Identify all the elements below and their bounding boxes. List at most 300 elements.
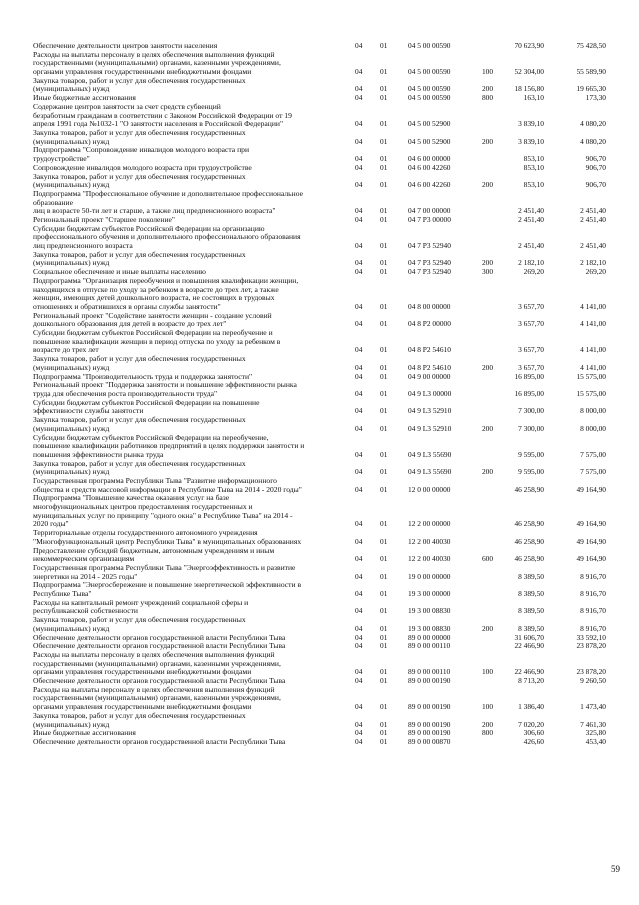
target-article-code: 19 0 00 00000 [408, 572, 451, 581]
target-article-code: 04 8 P2 54610 [408, 363, 451, 372]
description-line: Субсидии бюджетам субъектов Российской Федерации на повышение [33, 398, 260, 407]
subsection-code: 01 [380, 607, 388, 616]
amount-year-1: 3 657,70 [518, 346, 544, 355]
description-line: отношениях и обратившихся в органы службы занятости" [33, 302, 221, 311]
section-code: 04 [355, 468, 363, 477]
description-line: Закупка товаров, работ и услуг для обеспечения государственных [33, 711, 246, 720]
target-article-code: 89 0 00 00190 [408, 677, 451, 686]
target-article-code: 04 6 00 42260 [408, 163, 451, 172]
amount-year-1: 269,20 [523, 268, 544, 277]
table-row [0, 677, 639, 686]
row-description [33, 268, 348, 277]
amount-year-2: 49 164,90 [576, 485, 606, 494]
table-row [0, 634, 639, 643]
description-line: повышение квалификации женщин в период отпуска по уходу за ребенком в [33, 337, 281, 346]
expense-type-code: 100 [481, 668, 494, 677]
section-code: 04 [355, 216, 363, 224]
amount-year-1: 46 258,90 [514, 537, 544, 546]
subsection-code: 01 [380, 572, 388, 581]
table-row [0, 190, 639, 216]
amount-year-2: 906,70 [585, 163, 606, 172]
table-row [0, 460, 639, 477]
amount-year-1: 7 300,00 [518, 407, 544, 416]
table-row [0, 251, 639, 268]
amount-year-1: 31 606,70 [514, 633, 544, 642]
section-code: 04 [355, 677, 363, 686]
section-code: 04 [355, 137, 363, 146]
description-line: Расходы на выплаты персоналу в целях обеспечения выполнения функций [33, 651, 275, 659]
description-line: (муниципальных) нужд [33, 468, 110, 477]
description-line: Закупка товаров, работ и услуг для обеспечения государственных [33, 416, 246, 425]
description-line: Субсидии бюджетам субъектов Российской Федерации на переобучение и [33, 329, 273, 338]
description-line: энергетики на 2014 - 2025 годы" [33, 572, 138, 581]
target-article-code: 12 2 00 40030 [408, 537, 451, 546]
table-row [0, 599, 639, 616]
description-line: Подпрограмма "Организация переобучения и повышения квалификации женщин, [33, 276, 299, 285]
amount-year-2: 4 141,00 [580, 363, 606, 372]
description-line: Расходы на выплаты персоналу в целях обеспечения выполнения функций [33, 50, 275, 59]
subsection-code: 01 [380, 68, 388, 77]
row-description [33, 712, 348, 729]
description-line: Закупка товаров, работ и услуг для обеспечения государственных [33, 355, 246, 364]
section-code: 04 [355, 372, 363, 381]
amount-year-2: 4 141,00 [580, 346, 606, 355]
amount-year-2: 4 080,20 [580, 137, 606, 146]
subsection-code: 01 [380, 163, 388, 172]
description-line: труда для обеспечения роста производительности труда" [33, 389, 218, 398]
amount-year-2: 1 473,40 [580, 703, 606, 712]
description-line: органами управления государственными внебюджетными фондами [33, 703, 252, 712]
amount-year-1: 306,60 [523, 729, 544, 738]
expense-type-code: 200 [481, 624, 494, 633]
subsection-code: 01 [380, 42, 388, 50]
expense-type-code: 800 [481, 94, 494, 103]
section-code: 04 [355, 729, 363, 738]
amount-year-2: 8 916,70 [580, 572, 606, 581]
subsection-code: 01 [380, 94, 388, 103]
description-line: Закупка товаров, работ и услуг для обеспечения государственных [33, 250, 246, 259]
description-line: Региональный проект "Старшее поколение" [33, 216, 176, 224]
description-line: (муниципальных) нужд [33, 137, 110, 146]
section-code: 04 [355, 85, 363, 94]
subsection-code: 01 [380, 642, 388, 651]
description-line: женщин, имеющих детей дошкольного возраста, не состоящих в трудовых [33, 294, 275, 303]
target-article-code: 04 5 00 52900 [408, 120, 451, 129]
row-description [33, 581, 348, 598]
amount-year-2: 4 141,00 [580, 302, 606, 311]
amount-year-1: 3 839,10 [518, 120, 544, 129]
subsection-code: 01 [380, 668, 388, 677]
description-line: Обеспечение деятельности органов государственной власти Республики Тыва [33, 738, 286, 746]
table-row [0, 216, 639, 225]
amount-year-1: 9 595,00 [518, 450, 544, 459]
row-description [33, 51, 348, 77]
description-line: Региональный проект "Поддержка занятости и повышение эффективности рынка [33, 381, 297, 390]
subsection-code: 01 [380, 85, 388, 94]
row-description [33, 94, 348, 103]
subsection-code: 01 [380, 207, 388, 216]
description-line: Обеспечение деятельности органов государственной власти Республики Тыва [33, 642, 286, 651]
description-line: (муниципальных) нужд [33, 363, 110, 372]
description-line: безработным гражданам в соответствии с Законом Российской Федерации от 19 [33, 111, 292, 120]
target-article-code: 04 7 P3 52940 [408, 259, 451, 268]
description-line: (муниципальных) нужд [33, 424, 110, 433]
amount-year-2: 8 916,70 [580, 607, 606, 616]
amount-year-2: 8 000,00 [580, 424, 606, 433]
subsection-code: 01 [380, 155, 388, 164]
amount-year-1: 2 451,40 [518, 242, 544, 251]
amount-year-1: 3 657,70 [518, 363, 544, 372]
amount-year-2: 33 592,10 [576, 633, 606, 642]
subsection-code: 01 [380, 389, 388, 398]
section-code: 04 [355, 633, 363, 642]
amount-year-1: 18 156,80 [514, 85, 544, 94]
section-code: 04 [355, 668, 363, 677]
section-code: 04 [355, 259, 363, 268]
amount-year-1: 52 304,00 [514, 68, 544, 77]
row-description [33, 494, 348, 529]
row-description [33, 642, 348, 651]
target-article-code: 04 5 00 00590 [408, 42, 451, 50]
target-article-code: 04 9 L3 00000 [408, 389, 452, 398]
amount-year-2: 906,70 [585, 181, 606, 190]
row-description [33, 686, 348, 712]
section-code: 04 [355, 520, 363, 529]
description-line: Обеспечение деятельности органов государственной власти Республики Тыва [33, 633, 286, 642]
amount-year-1: 8 389,50 [518, 590, 544, 599]
amount-year-1: 163,10 [523, 94, 544, 103]
amount-year-1: 7 300,00 [518, 424, 544, 433]
section-code: 04 [355, 624, 363, 633]
subsection-code: 01 [380, 363, 388, 372]
description-line: муниципальных услуг по принципу "одного окна" в Республике Тыва" на 2014 - [33, 511, 293, 520]
table-row [0, 616, 639, 633]
description-line: Закупка товаров, работ и услуг для обеспечения государственных [33, 129, 246, 137]
section-code: 04 [355, 485, 363, 494]
section-code: 04 [355, 320, 363, 329]
expense-type-code: 200 [481, 85, 494, 94]
description-line: 2020 годы" [33, 520, 69, 529]
target-article-code: 89 0 00 00110 [408, 668, 451, 677]
target-article-code: 89 0 00 00190 [408, 720, 451, 729]
amount-year-2: 49 164,90 [576, 555, 606, 564]
amount-year-2: 8 916,70 [580, 624, 606, 633]
description-line: Государственная программа Республики Тыва "Энергоэффективность и развитие [33, 564, 296, 572]
table-row [0, 225, 639, 251]
row-description [33, 129, 348, 146]
description-line: общества и средств массовой информации в Республике Тыва на 2014 - 2020 годы" [33, 485, 302, 494]
target-article-code: 19 3 00 08830 [408, 624, 451, 633]
row-description [33, 729, 348, 738]
target-article-code: 04 7 P3 52940 [408, 242, 451, 251]
subsection-code: 01 [380, 537, 388, 546]
description-line: (муниципальных) нужд [33, 181, 110, 190]
target-article-code: 12 2 00 40030 [408, 555, 451, 564]
table-row [0, 381, 639, 398]
description-line: Расходы на выплаты персоналу в целях обеспечения выполнения функций [33, 685, 275, 694]
amount-year-2: 19 665,30 [576, 85, 606, 94]
section-code: 04 [355, 155, 363, 164]
section-code: 04 [355, 389, 363, 398]
subsection-code: 01 [380, 590, 388, 599]
description-line: лиц предпенсионного возраста [33, 242, 133, 251]
section-code: 04 [355, 120, 363, 129]
subsection-code: 01 [380, 407, 388, 416]
amount-year-2: 9 260,50 [580, 677, 606, 686]
amount-year-2: 75 428,50 [576, 42, 606, 50]
row-description [33, 416, 348, 433]
expense-type-code: 600 [481, 555, 494, 564]
amount-year-2: 49 164,90 [576, 520, 606, 529]
table-row [0, 712, 639, 729]
description-line: Обеспечение деятельности органов государственной власти Республики Тыва [33, 677, 286, 686]
expense-type-code: 200 [481, 259, 494, 268]
row-description [33, 460, 348, 477]
amount-year-1: 22 466,90 [514, 642, 544, 651]
description-line: многофункциональных центров предоставления государственных и [33, 503, 253, 512]
description-line: органами управления государственными внебюджетными фондами [33, 668, 252, 677]
table-row [0, 103, 639, 129]
table-row [0, 434, 639, 460]
amount-year-2: 7 575,00 [580, 468, 606, 477]
row-description [33, 190, 348, 216]
amount-year-1: 22 466,90 [514, 668, 544, 677]
target-article-code: 04 5 00 00590 [408, 85, 451, 94]
amount-year-1: 9 595,00 [518, 468, 544, 477]
table-row [0, 164, 639, 173]
section-code: 04 [355, 642, 363, 651]
target-article-code: 04 8 00 00000 [408, 302, 451, 311]
expense-type-code: 300 [481, 268, 494, 277]
description-line: органами управления государственными внебюджетными фондами [33, 68, 252, 77]
amount-year-1: 3 657,70 [518, 320, 544, 329]
amount-year-2: 906,70 [585, 155, 606, 164]
description-line: Расходы на капитальный ремонт учреждений социальной сферы и [33, 598, 249, 607]
description-line: Закупка товаров, работ и услуг для обеспечения государственных [33, 172, 246, 181]
row-description [33, 42, 348, 51]
target-article-code: 04 5 00 52900 [408, 137, 451, 146]
description-line: эффективности службы занятости [33, 407, 144, 416]
subsection-code: 01 [380, 720, 388, 729]
row-description [33, 738, 348, 747]
description-line: повышения эффективности рынка труда [33, 450, 164, 459]
amount-year-1: 3 657,70 [518, 302, 544, 311]
subsection-code: 01 [380, 137, 388, 146]
amount-year-1: 3 839,10 [518, 137, 544, 146]
section-code: 04 [355, 555, 363, 564]
description-line: профессионального обучения и дополнительного профессионального образования [33, 233, 301, 242]
target-article-code: 89 0 00 00000 [408, 633, 451, 642]
subsection-code: 01 [380, 181, 388, 190]
description-line: Обеспечение деятельности центров занятости населения [33, 42, 218, 50]
expense-type-code: 200 [481, 137, 494, 146]
description-line: Сопровождение инвалидов молодого возраста при трудоустройстве [33, 163, 252, 172]
amount-year-2: 15 575,00 [576, 389, 606, 398]
amount-year-1: 2 451,40 [518, 207, 544, 216]
description-line: образование [33, 198, 73, 207]
table-row [0, 51, 639, 77]
section-code: 04 [355, 738, 363, 746]
table-row [0, 564, 639, 581]
row-description [33, 173, 348, 190]
amount-year-1: 46 258,90 [514, 485, 544, 494]
amount-year-1: 46 258,90 [514, 520, 544, 529]
table-row [0, 547, 639, 564]
subsection-code: 01 [380, 624, 388, 633]
amount-year-2: 49 164,90 [576, 537, 606, 546]
amount-year-1: 2 182,10 [518, 259, 544, 268]
section-code: 04 [355, 163, 363, 172]
subsection-code: 01 [380, 302, 388, 311]
description-line: Подпрограмма "Энергосбережение и повышение энергетической эффективности в [33, 581, 302, 590]
description-line: государственными (муниципальными) органами, казенными учреждениями, [33, 694, 281, 703]
target-article-code: 04 5 00 00590 [408, 68, 451, 77]
row-description [33, 355, 348, 372]
subsection-code: 01 [380, 346, 388, 355]
row-description [33, 312, 348, 329]
description-line: трудоустройстве" [33, 155, 90, 164]
amount-year-2: 325,80 [585, 729, 606, 738]
table-row [0, 355, 639, 372]
section-code: 04 [355, 703, 363, 712]
amount-year-1: 853,10 [523, 155, 544, 164]
amount-year-2: 2 182,10 [580, 259, 606, 268]
table-row [0, 94, 639, 103]
description-line: Региональный проект "Содействие занятости женщин - создание условий [33, 311, 272, 320]
table-row [0, 129, 639, 146]
table-row [0, 277, 639, 312]
row-description [33, 216, 348, 225]
description-line: повышение квалификации работников предприятий в целях поддержки занятости и [33, 442, 305, 451]
amount-year-2: 4 080,20 [580, 120, 606, 129]
section-code: 04 [355, 242, 363, 251]
target-article-code: 19 3 00 08830 [408, 607, 451, 616]
target-article-code: 04 5 00 00590 [408, 94, 451, 103]
target-article-code: 04 6 00 00000 [408, 155, 451, 164]
table-row [0, 651, 639, 677]
row-description [33, 634, 348, 643]
amount-year-2: 23 878,20 [576, 642, 606, 651]
description-line: Государственная программа Республики Тыва "Развитие информационного [33, 477, 277, 485]
row-description [33, 146, 348, 163]
amount-year-1: 16 895,00 [514, 389, 544, 398]
section-code: 04 [355, 346, 363, 355]
row-description [33, 251, 348, 268]
table-row [0, 477, 639, 494]
subsection-code: 01 [380, 320, 388, 329]
amount-year-1: 853,10 [523, 163, 544, 172]
subsection-code: 01 [380, 633, 388, 642]
table-row [0, 729, 639, 738]
subsection-code: 01 [380, 555, 388, 564]
amount-year-2: 15 575,00 [576, 372, 606, 381]
row-description [33, 599, 348, 616]
subsection-code: 01 [380, 738, 388, 746]
page-number: 59 [611, 864, 620, 874]
target-article-code: 04 9 L3 55690 [408, 468, 452, 477]
table-row [0, 686, 639, 712]
row-description [33, 651, 348, 677]
target-article-code: 89 0 00 00870 [408, 738, 451, 746]
target-article-code: 12 2 00 00000 [408, 520, 451, 529]
row-description [33, 616, 348, 633]
amount-year-2: 2 451,40 [580, 242, 606, 251]
subsection-code: 01 [380, 450, 388, 459]
table-row [0, 312, 639, 329]
description-line: Подпрограмма "Производительность труда и поддержка занятости" [33, 372, 253, 381]
table-row [0, 173, 639, 190]
section-code: 04 [355, 590, 363, 599]
description-line: Подпрограмма "Сопровождение инвалидов молодого возраста при [33, 146, 250, 155]
table-row [0, 399, 639, 416]
description-line: некоммерческим организациям [33, 555, 135, 564]
row-description [33, 399, 348, 416]
target-article-code: 04 7 P3 52940 [408, 268, 451, 277]
amount-year-1: 7 020,20 [518, 720, 544, 729]
target-article-code: 12 0 00 00000 [408, 485, 451, 494]
description-line: Субсидии бюджетам субъектов Российской Федерации на организацию [33, 224, 265, 233]
section-code: 04 [355, 42, 363, 50]
target-article-code: 04 8 P2 54610 [408, 346, 451, 355]
expense-type-code: 200 [481, 363, 494, 372]
amount-year-2: 2 451,40 [580, 207, 606, 216]
target-article-code: 04 8 P2 00000 [408, 320, 451, 329]
amount-year-2: 8 000,00 [580, 407, 606, 416]
description-line: Подпрограмма "Профессиональное обучение и дополнительное профессиональное [33, 189, 303, 198]
target-article-code: 04 6 00 42260 [408, 181, 451, 190]
description-line: Субсидии бюджетам субъектов Российской Федерации на переобучение, [33, 433, 269, 442]
amount-year-2: 55 589,90 [576, 68, 606, 77]
table-row [0, 329, 639, 355]
row-description [33, 477, 348, 494]
table-row [0, 373, 639, 382]
row-description [33, 164, 348, 173]
section-code: 04 [355, 94, 363, 103]
description-line: Иные бюджетные ассигнования [33, 94, 136, 103]
description-line: Республике Тыва" [33, 590, 92, 599]
description-line: лиц в возрасте 50-ти лет и старше, а также лиц предпенсионного возраста" [33, 207, 276, 216]
amount-year-2: 4 141,00 [580, 320, 606, 329]
amount-year-1: 8 713,20 [518, 677, 544, 686]
table-row [0, 581, 639, 598]
amount-year-1: 16 895,00 [514, 372, 544, 381]
table-row [0, 642, 639, 651]
amount-year-2: 8 916,70 [580, 590, 606, 599]
expense-type-code: 100 [481, 68, 494, 77]
expense-type-code: 200 [481, 424, 494, 433]
amount-year-1: 426,60 [523, 738, 544, 746]
subsection-code: 01 [380, 468, 388, 477]
subsection-code: 01 [380, 372, 388, 381]
subsection-code: 01 [380, 485, 388, 494]
description-line: Содержание центров занятости за счет средств субвенций [33, 102, 221, 111]
row-description [33, 373, 348, 382]
description-line: республиканской собственности [33, 607, 138, 616]
description-line: Подпрограмма "Повышение качества оказания услуг на базе [33, 494, 230, 503]
description-line: Закупка товаров, работ и услуг для обеспечения государственных [33, 459, 246, 468]
target-article-code: 89 0 00 00190 [408, 703, 451, 712]
amount-year-2: 2 451,40 [580, 216, 606, 224]
target-article-code: 04 9 00 00000 [408, 372, 451, 381]
description-line: Территориальные отделы государственного автономного учреждения [33, 529, 258, 538]
subsection-code: 01 [380, 216, 388, 224]
amount-year-2: 269,20 [585, 268, 606, 277]
row-description [33, 564, 348, 581]
section-code: 04 [355, 572, 363, 581]
amount-year-2: 173,30 [585, 94, 606, 103]
description-line: дошкольного образования для детей в возрасте до трех лет" [33, 320, 227, 329]
row-description [33, 547, 348, 564]
